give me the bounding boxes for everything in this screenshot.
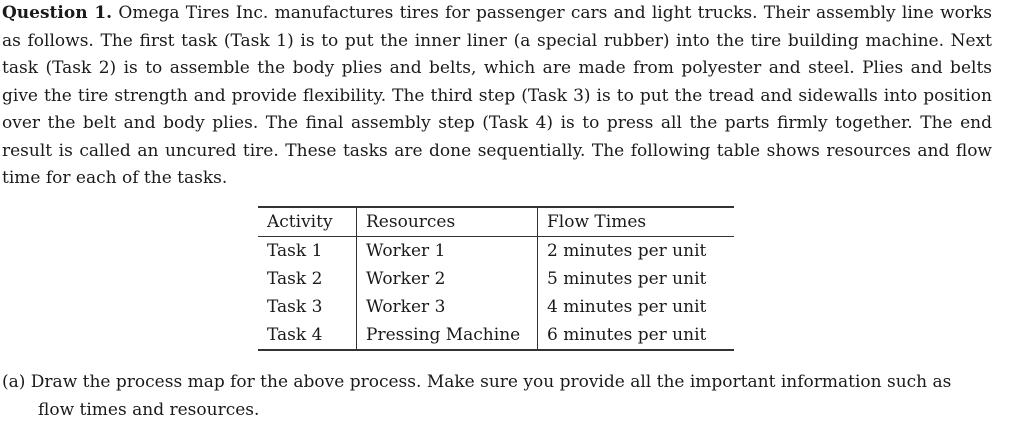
cell-flow-time: 4 minutes per unit [547,297,707,317]
cell-flow-time: 5 minutes per unit [547,269,707,289]
cell-resource: Worker 2 [357,265,538,293]
cell-activity: Task 2 [258,265,357,293]
header-activity: Activity [258,207,357,237]
cell-resource: Pressing Machine [357,321,538,350]
cell-resource: Worker 3 [357,293,538,321]
question-label: Question 1. [2,3,113,23]
table-row [258,237,734,266]
cell-activity: Task 3 [258,293,357,321]
cell-activity: Task 4 [258,321,357,350]
question-text: Omega Tires Inc. manufactures tires for passenger cars and light trucks. Their assembly line works as follows. The first task (Task 1) is to put the inner liner (a special rubber) into the tire building machine. Next task (Task 2) is to assemble the body plies and belts, which are made from polyester and steel. Plies and belts give the tire strength and provide flexibility. The third step (Task 3) is to put the tread and sidewalls into position over the belt and body plies. The final assembly step (Task 4) is to press all the parts firmly together. The end result is called an uncured tire. These tasks are done sequentially. The following table shows resources and flow time for each of the tasks. [2,3,993,188]
resources-table [258,206,734,351]
resources-table-container [258,206,734,351]
table-row [258,293,734,321]
header-flow-times: Flow Times [538,207,735,237]
part-a-prompt: (a) Draw the process map for the above process. Make sure you provide all the important information such as flow times and resources. [2,372,952,420]
table-row [258,265,734,293]
question-paragraph [2,0,992,193]
cell-resource: Worker 1 [357,237,538,266]
table-row [258,321,734,350]
header-resources: Resources [357,207,538,237]
table-header-row [258,207,734,237]
cell-flow-time: 2 minutes per unit [547,241,707,261]
cell-flow-time: 6 minutes per unit [538,321,735,350]
cell-activity: Task 1 [258,237,357,266]
